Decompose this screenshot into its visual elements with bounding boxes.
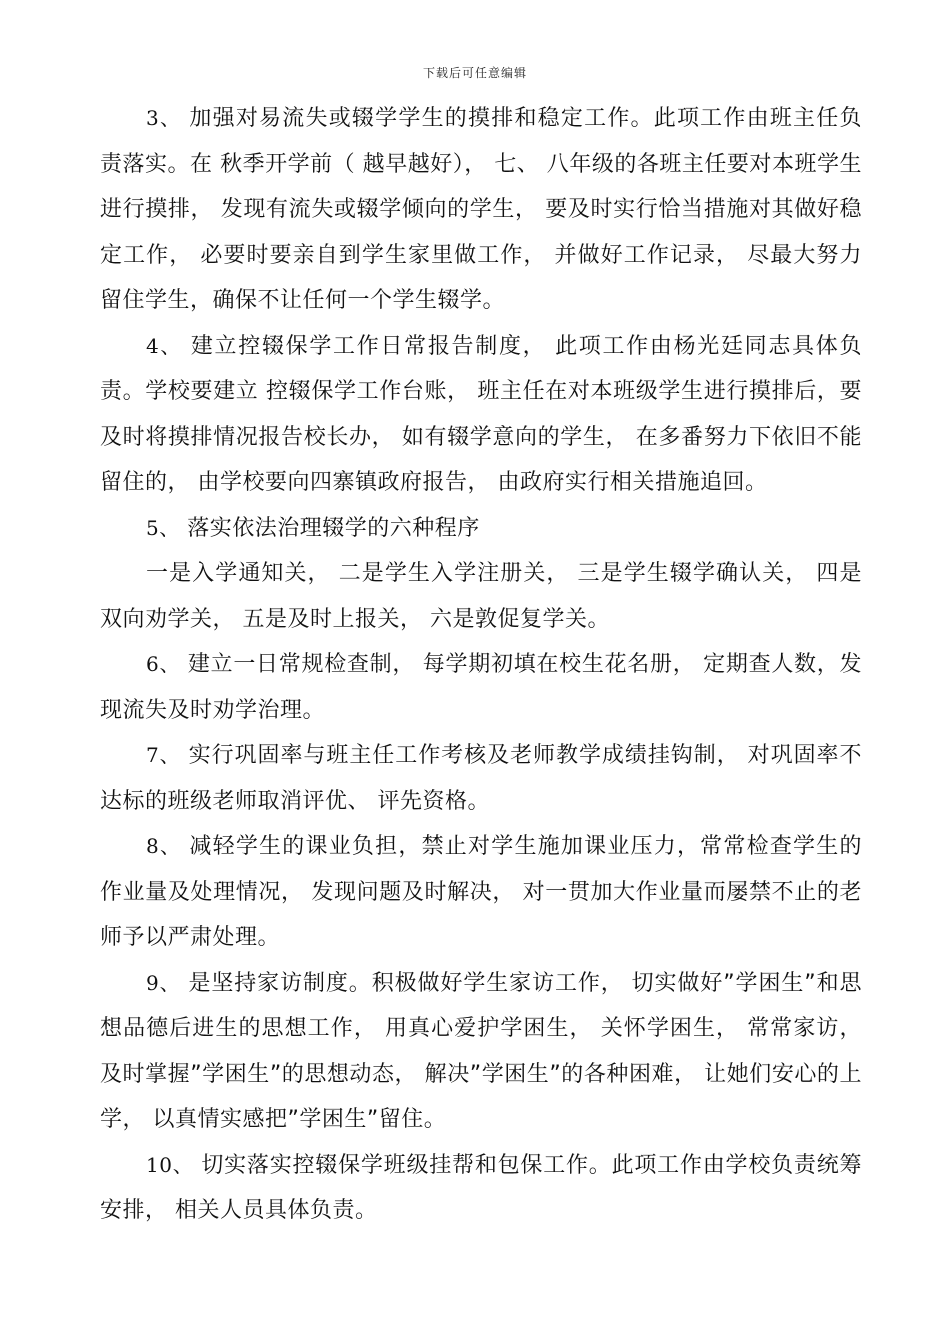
- item-number: 4、: [146, 333, 183, 358]
- paragraph-item-4: [100, 324, 862, 506]
- paragraph-text: 建立一日常规检查制， 每学期初填在校生花名册， 定期查人数，发现流失及时劝学治理。: [100, 652, 862, 723]
- paragraph-text: 切实落实控辍保学班级挂帮和包保工作。此项工作由学校负责统筹安排， 相关人员具体负责。: [100, 1152, 863, 1223]
- paragraph-item-3: [100, 96, 862, 324]
- paragraph-item-6: [100, 642, 862, 733]
- paragraph-item-5: [100, 506, 862, 552]
- item-number: 6、: [146, 652, 181, 676]
- document-body: [100, 96, 862, 1234]
- paragraph-text: 是坚持家访制度。积极做好学生家访工作， 切实做好”学困生”和思想品德后进生的思想工作， 用真心爱护学困生， 关怀学困生， 常常家访， 及时掌握”学困生”的思想动态， 解决”学困生”的各种困难， 让她们安心的上学， 以真情实感把”学困生”留住。: [100, 970, 862, 1132]
- paragraph-text: 落实依法治理辍学的六种程序: [179, 515, 480, 541]
- paragraph-text: 实行巩固率与班主任工作考核及老师教学成绩挂钩制， 对巩固率不达标的班级老师取消评优、 评先资格。: [100, 743, 862, 814]
- item-number: 9、: [146, 970, 181, 995]
- item-number: 10、: [146, 1152, 194, 1177]
- item-number: 5、: [146, 515, 180, 540]
- paragraph-text: 减轻学生的课业负担，禁止对学生施加课业压力，常常检查学生的作业量及处理情况， 发现问题及时解决， 对一贯加大作业量而屡禁不止的老师予以严肃处理。: [100, 834, 862, 950]
- item-number: 3、: [146, 106, 182, 130]
- paragraph-item-8: [100, 824, 862, 961]
- paragraph-item-7: [100, 733, 862, 824]
- paragraph-item-9: [100, 961, 862, 1143]
- paragraph-six-procedures: [100, 551, 862, 642]
- page-header: 下载后可任意编辑: [422, 66, 527, 80]
- paragraph-text: 建立控辍保学工作日常报告制度， 此项工作由杨光廷同志具体负责。学校要建立 控辍保学工作台账， 班主任在对本班级学生进行摸排后，要及时将摸排情况报告校长办， 如有辍学意向的学生， 在多番努力下依旧不能留住的， 由学校要向四寨镇政府报告， 由政府实行相关措施追回。: [100, 333, 862, 495]
- paragraph-text: 一是入学通知关， 二是学生入学注册关， 三是学生辍学确认关， 四是双向劝学关， 五是及时上报关， 六是敦促复学关。: [100, 561, 862, 632]
- item-number: 8、: [146, 834, 182, 858]
- paragraph-item-10: [100, 1143, 862, 1234]
- paragraph-text: 加强对易流失或辍学学生的摸排和稳定工作。此项工作由班主任负责落实。在 秋季开学前（ 越早越好）， 七、 八年级的各班主任要对本班学生进行摸排， 发现有流失或辍学倾向的学生， 要及时实行恰当措施对其做好稳定工作， 必要时要亲自到学生家里做工作， 并做好工作记录， 尽最大努力留住学生，确保不让任何一个学生辍学。: [100, 106, 862, 313]
- item-number: 7、: [146, 743, 181, 767]
